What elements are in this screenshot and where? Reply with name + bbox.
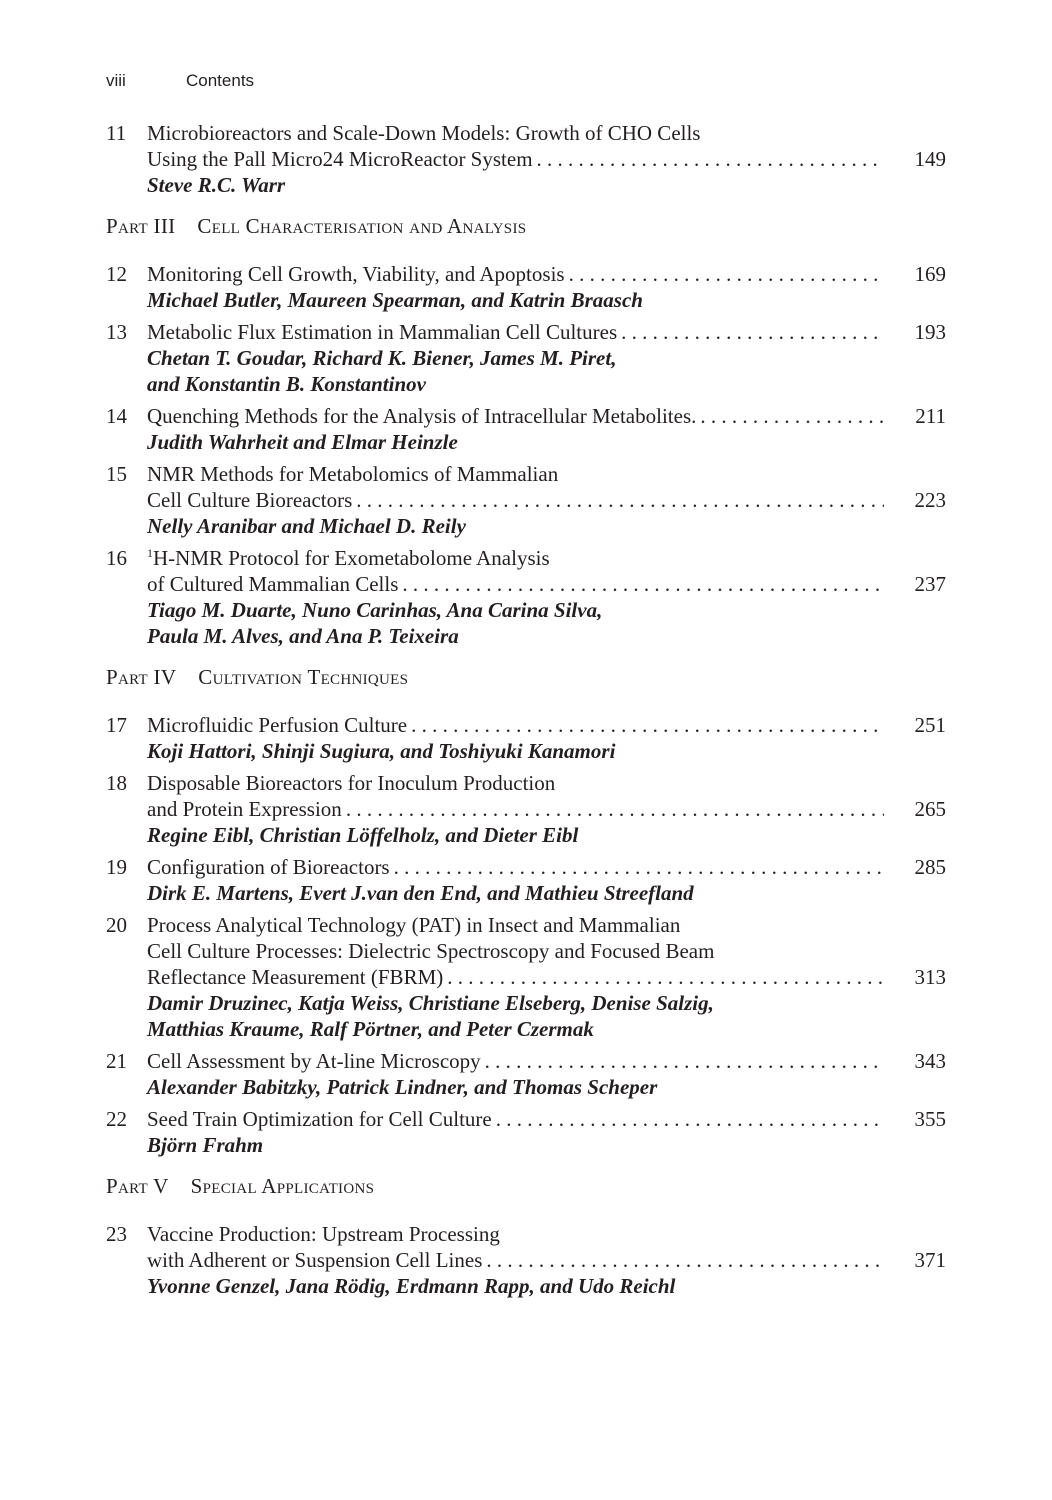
chapter-title-line	[147, 964, 946, 990]
chapter-authors: Koji Hattori, Shinji Sugiura, and Toshiyuki Kanamori	[147, 739, 616, 763]
chapter-title-text: Cell Culture Bioreactors	[147, 488, 353, 512]
chapter-title-line	[147, 1247, 946, 1273]
chapter-title-line	[147, 487, 946, 513]
chapter-number: 11	[106, 121, 127, 145]
chapter-title-line	[147, 770, 946, 796]
chapter-body	[147, 854, 946, 906]
chapter-title-text: H-NMR Protocol for Exometabolome Analysis	[153, 546, 550, 570]
chapter-title-line	[147, 146, 946, 172]
toc-entry[interactable]	[106, 1106, 946, 1158]
chapter-authors: Dirk E. Martens, Evert J.van den End, and Mathieu Streefland	[147, 881, 694, 905]
chapter-title-line	[147, 403, 946, 429]
chapter-body	[147, 120, 946, 198]
chapter-number: 17	[106, 713, 127, 737]
chapter-number: 18	[106, 771, 127, 795]
chapter-title-text: Monitoring Cell Growth, Viability, and Apoptosis	[147, 262, 565, 286]
chapter-authors: Steve R.C. Warr	[147, 173, 286, 197]
page-number: 285	[914, 855, 946, 879]
toc-entry[interactable]	[106, 712, 946, 764]
chapter-authors: Alexander Babitzky, Patrick Lindner, and Thomas Scheper	[147, 1075, 658, 1099]
part-heading	[106, 1174, 946, 1199]
chapter-title-text: Quenching Methods for the Analysis of Intracellular Metabolites.	[147, 404, 697, 428]
dot-leader	[411, 712, 884, 738]
chapter-number: 12	[106, 262, 127, 286]
chapter-title-text: Cell Culture Processes: Dielectric Spectroscopy and Focused Beam	[147, 939, 715, 963]
chapter-body	[147, 461, 946, 539]
chapter-body	[147, 1106, 946, 1158]
chapter-authors: and Konstantin B. Konstantinov	[147, 372, 426, 396]
chapter-title-line	[147, 938, 946, 964]
part-title: Cell Characterisation and Analysis	[197, 214, 527, 238]
chapter-authors: Paula M. Alves, and Ana P. Teixeira	[147, 624, 459, 648]
chapter-body	[147, 319, 946, 397]
part-title: Cultivation Techniques	[198, 665, 409, 689]
dot-leader	[621, 319, 884, 345]
chapter-title-line	[147, 1221, 946, 1247]
chapter-title-line	[147, 545, 946, 571]
part-title: Special Applications	[190, 1174, 375, 1198]
chapter-title-line	[147, 261, 946, 287]
running-header	[106, 71, 254, 91]
page-number: 313	[914, 965, 946, 989]
chapter-body	[147, 545, 946, 649]
chapter-title-text: of Cultured Mammalian Cells	[147, 572, 399, 596]
toc-entry[interactable]	[106, 461, 946, 539]
table-of-contents	[106, 120, 946, 1305]
chapter-title-line	[147, 1106, 946, 1132]
chapter-title-text: Metabolic Flux Estimation in Mammalian Cell Cultures	[147, 320, 618, 344]
chapter-authors: Yvonne Genzel, Jana Rödig, Erdmann Rapp, and Udo Reichl	[147, 1274, 676, 1298]
page-number: 193	[914, 320, 946, 344]
dot-leader	[394, 854, 884, 880]
chapter-title-text: NMR Methods for Metabolomics of Mammalian	[147, 462, 559, 486]
part-heading	[106, 665, 946, 690]
dot-leader	[569, 261, 884, 287]
page-number: 169	[914, 262, 946, 286]
toc-entry[interactable]	[106, 1048, 946, 1100]
chapter-authors: Michael Butler, Maureen Spearman, and Katrin Braasch	[147, 288, 643, 312]
chapter-title-text: Configuration of Bioreactors	[147, 855, 390, 879]
superscript: 1	[147, 546, 153, 560]
dot-leader	[537, 146, 884, 172]
chapter-title-text: and Protein Expression	[147, 797, 342, 821]
toc-entry[interactable]	[106, 1221, 946, 1299]
dot-leader	[700, 403, 884, 429]
page-number: 237	[914, 572, 946, 596]
chapter-title-line	[147, 712, 946, 738]
chapter-title-text: Reflectance Measurement (FBRM)	[147, 965, 444, 989]
chapter-authors: Matthias Kraume, Ralf Pörtner, and Peter Czermak	[147, 1017, 594, 1041]
chapter-body	[147, 912, 946, 1042]
dot-leader	[402, 571, 884, 597]
chapter-title-text: Microbioreactors and Scale-Down Models: Growth of CHO Cells	[147, 121, 701, 145]
dot-leader	[486, 1247, 884, 1273]
toc-entry[interactable]	[106, 403, 946, 455]
chapter-number: 15	[106, 462, 127, 486]
chapter-body	[147, 712, 946, 764]
chapter-authors: Regine Eibl, Christian Löffelholz, and Dieter Eibl	[147, 823, 579, 847]
toc-entry[interactable]	[106, 912, 946, 1042]
chapter-title-text: Cell Assessment by At-line Microscopy	[147, 1049, 481, 1073]
dot-leader	[346, 796, 884, 822]
part-label: Part V	[106, 1174, 169, 1198]
chapter-title-text: Vaccine Production: Upstream Processing	[147, 1222, 500, 1246]
dot-leader	[356, 487, 884, 513]
chapter-title-line	[147, 571, 946, 597]
page-number: 223	[914, 488, 946, 512]
chapter-title-line	[147, 796, 946, 822]
chapter-authors: Chetan T. Goudar, Richard K. Biener, James M. Piret,	[147, 346, 617, 370]
toc-entry[interactable]	[106, 261, 946, 313]
chapter-body	[147, 1048, 946, 1100]
chapter-title-line	[147, 120, 946, 146]
page-number: 355	[914, 1107, 946, 1131]
chapter-title-line	[147, 461, 946, 487]
page-number: 371	[914, 1248, 946, 1272]
chapter-authors: Damir Druzinec, Katja Weiss, Christiane Elseberg, Denise Salzig,	[147, 991, 714, 1015]
chapter-title-line	[147, 854, 946, 880]
dot-leader	[447, 964, 884, 990]
chapter-number: 19	[106, 855, 127, 879]
chapter-number: 20	[106, 913, 127, 937]
chapter-title-text: Process Analytical Technology (PAT) in Insect and Mammalian	[147, 913, 681, 937]
chapter-title-text: Disposable Bioreactors for Inoculum Production	[147, 771, 556, 795]
chapter-number: 21	[106, 1049, 127, 1073]
chapter-body	[147, 261, 946, 313]
part-heading	[106, 214, 946, 239]
page-number: 343	[914, 1049, 946, 1073]
chapter-body	[147, 770, 946, 848]
toc-entry[interactable]	[106, 770, 946, 848]
chapter-number: 22	[106, 1107, 127, 1131]
chapter-number: 23	[106, 1222, 127, 1246]
toc-entry[interactable]	[106, 319, 946, 397]
page-number: 251	[914, 713, 946, 737]
toc-entry[interactable]	[106, 545, 946, 649]
chapter-title-text: with Adherent or Suspension Cell Lines	[147, 1248, 483, 1272]
dot-leader	[485, 1048, 884, 1074]
chapter-authors: Nelly Aranibar and Michael D. Reily	[147, 514, 466, 538]
chapter-title-line	[147, 319, 946, 345]
toc-entry[interactable]	[106, 120, 946, 198]
header-title: Contents	[186, 71, 255, 90]
header-page-number: viii	[106, 71, 126, 90]
page-number: 265	[914, 797, 946, 821]
chapter-title-text: Microfluidic Perfusion Culture	[147, 713, 408, 737]
chapter-number: 16	[106, 546, 127, 570]
chapter-title-text: Using the Pall Micro24 MicroReactor System	[147, 147, 533, 171]
chapter-body	[147, 1221, 946, 1299]
toc-entry[interactable]	[106, 854, 946, 906]
page-number: 211	[915, 404, 946, 428]
chapter-authors: Tiago M. Duarte, Nuno Carinhas, Ana Carina Silva,	[147, 598, 603, 622]
chapter-title-line	[147, 1048, 946, 1074]
chapter-number: 14	[106, 404, 127, 428]
chapter-authors: Judith Wahrheit and Elmar Heinzle	[147, 430, 458, 454]
chapter-body	[147, 403, 946, 455]
dot-leader	[496, 1106, 884, 1132]
part-label: Part III	[106, 214, 176, 238]
chapter-title-text: Seed Train Optimization for Cell Culture	[147, 1107, 492, 1131]
part-label: Part IV	[106, 665, 177, 689]
page-number: 149	[914, 147, 946, 171]
chapter-title-line	[147, 912, 946, 938]
chapter-authors: Björn Frahm	[147, 1133, 264, 1157]
chapter-number: 13	[106, 320, 127, 344]
